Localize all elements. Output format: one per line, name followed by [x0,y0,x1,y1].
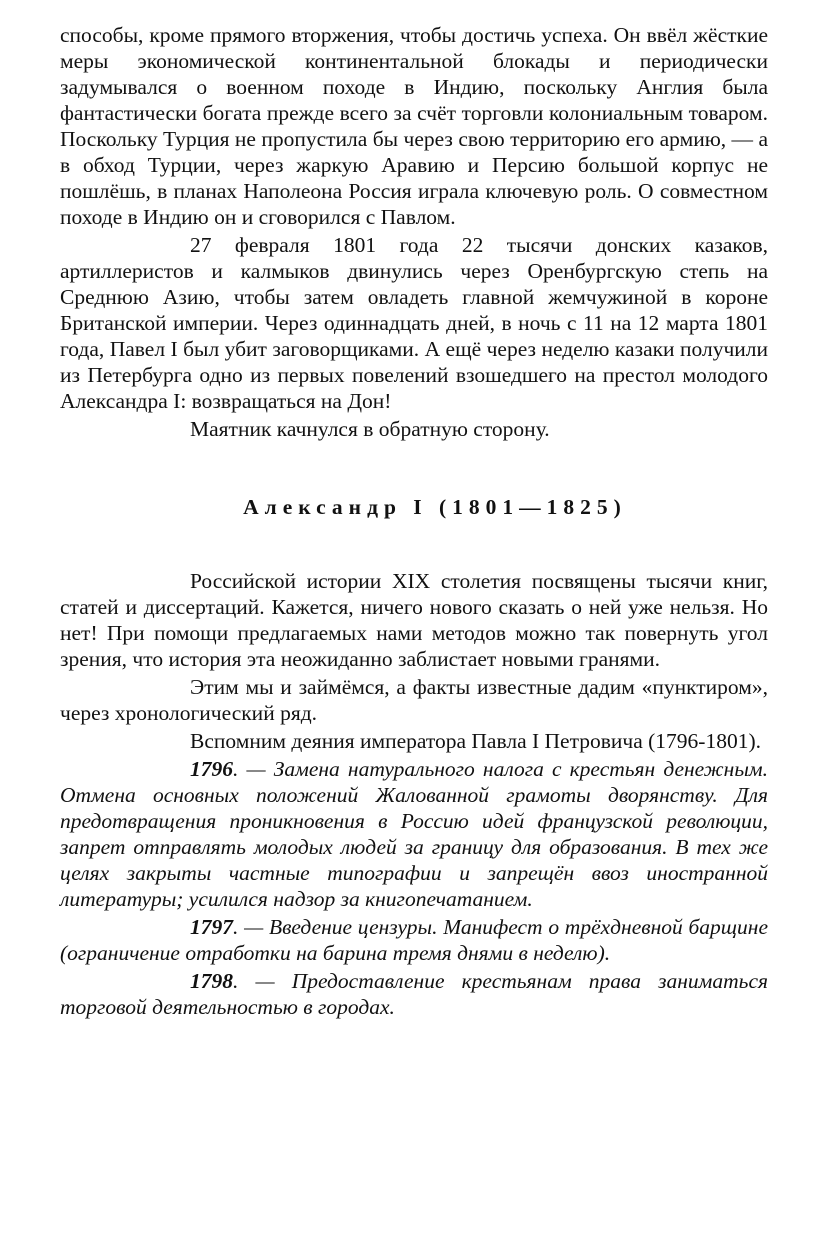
chronology-text: . — Замена натурального налога с крестьян денежным. Отмена основных положений Жалованной грамоты дворянству. Для предотвращения проникновения в Россию идей французской революции, запрет отправлять молодых людей за границу для образования. В тех же целях закрыты частные типографии и запрещён ввоз иностранной литературы; усилился надзор за книгопечатанием. [60,757,768,911]
paragraph: 27 февраля 1801 года 22 тысячи донских казаков, артиллеристов и калмыков двинулись через Оренбургскую степь на Среднюю Азию, чтобы затем овладеть главной жемчужиной в короне Британской империи. Через одиннадцать дней, в ночь с 11 на 12 марта 1801 года, Павел I был убит заговорщиками. А ещё через неделю казаки получили из Петербурга одно из первых повелений взошедшего на престол молодого Александра I: возвращаться на Дон! [60,233,768,413]
chronology-text: . — Предоставление крестьянам права заниматься торговой деятельностью в городах. [60,969,768,1019]
chronology-year: 1796 [190,757,233,781]
chronology-list [60,756,768,1020]
chronology-year: 1798 [190,969,233,993]
chronology-entry [60,968,768,1020]
chronology-year: 1797 [190,915,233,939]
chronology-entry [60,756,768,912]
chronology-text: . — Введение цензуры. Манифест о трёхдневной барщине (ограничение отработки на барина тремя днями в неделю). [60,915,768,965]
paragraph: Вспомним деяния императора Павла I Петровича (1796-1801). [190,729,761,753]
section-title: Александр I (1801—1825) [243,495,627,519]
document-page [60,22,768,1020]
paragraph: Маятник качнулся в обратную сторону. [190,417,550,441]
chronology-entry [60,914,768,966]
paragraph: Этим мы и займёмся, а факты известные дадим «пунктиром», через хронологический ряд. [60,675,768,725]
paragraph: способы, кроме прямого вторжения, чтобы достичь успеха. Он ввёл жёсткие меры экономической континентальной блокады и периодически задумывался о военном походе в Индию, поскольку Англия была фантастически богата прежде всего за счёт торговли колониальным товаром. Поскольку Турция не пропустила бы через свою территорию его армию, — а в обход Турции, через жаркую Аравию и Персию большой корпус не пошлёшь, в планах Наполеона Россия играла ключевую роль. О совместном походе в Индию он и сговорился с Павлом. [60,23,768,229]
paragraph: Российской истории XIX столетия посвящены тысячи книг, статей и диссертаций. Кажется, ничего нового сказать о ней уже нельзя. Но нет! При помощи предлагаемых нами методов можно так повернуть угол зрения, что история эта неожиданно заблистает новыми гранями. [60,569,768,671]
